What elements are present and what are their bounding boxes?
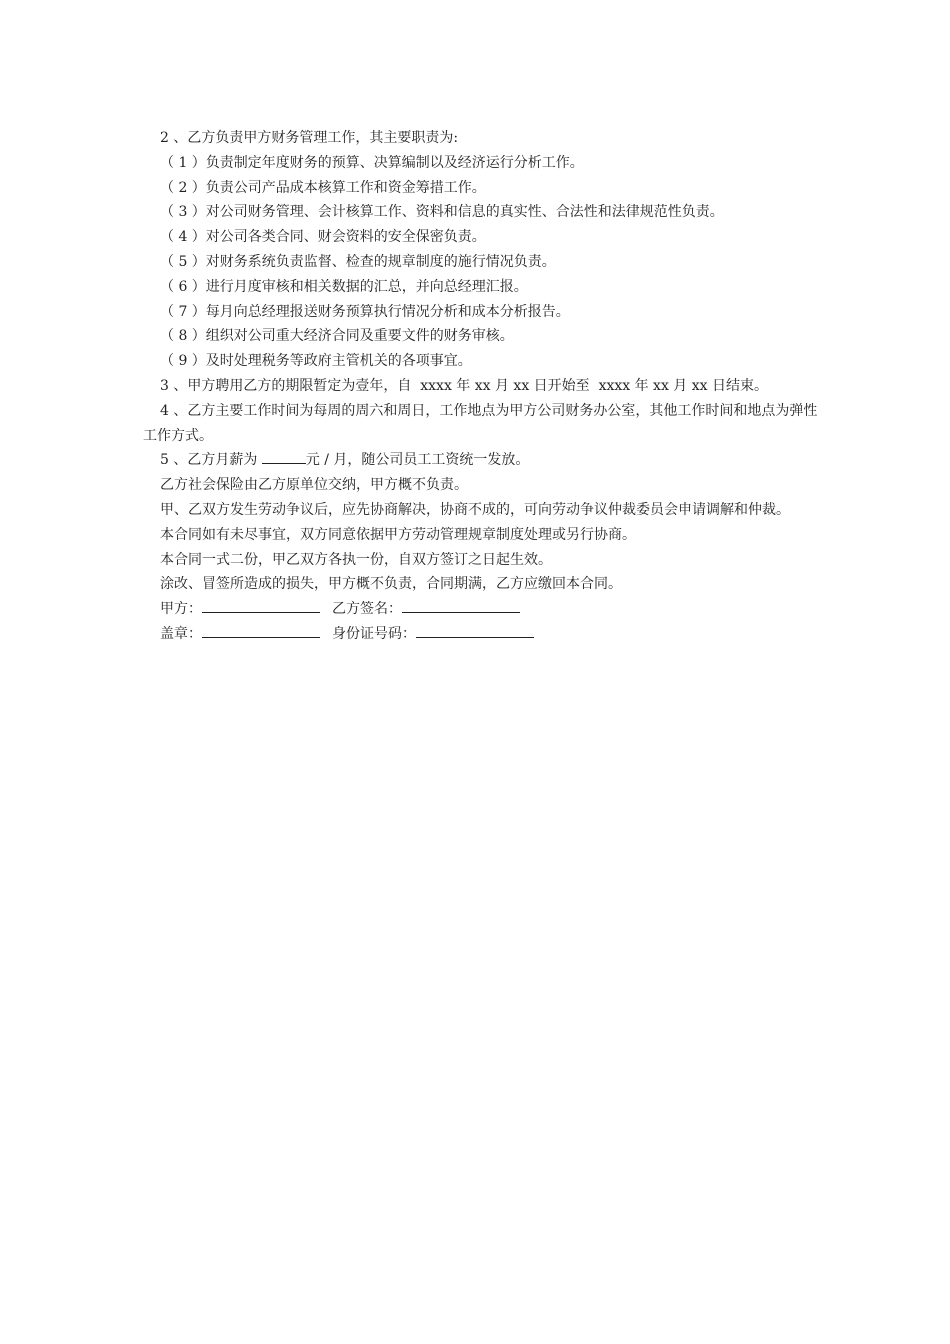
duty-item-1: （ 1 ）负责制定年度财务的预算、决算编制以及经济运行分析工作。 bbox=[160, 154, 584, 171]
seal-blank[interactable] bbox=[202, 622, 320, 638]
duty-item-2: （ 2 ）负责公司产品成本核算工作和资金筹措工作。 bbox=[160, 179, 486, 196]
salary-suffix: 元 / 月，随公司员工工资统一发放。 bbox=[305, 452, 530, 469]
duty-item-8: （ 8 ）组织对公司重大经济合同及重要文件的财务审核。 bbox=[160, 328, 514, 345]
unresolved-matters-clause: 本合同如有未尽事宜，双方同意依据甲方劳动管理规章制度处理或另行协商。 bbox=[160, 526, 636, 543]
dispute-clause: 甲、乙双方发生劳动争议后，应先协商解决，协商不成的，可向劳动争议仲裁委员会申请调解和仲裁。 bbox=[160, 501, 790, 518]
alteration-clause: 涂改、冒签所造成的损失，甲方概不负责，合同期满，乙方应缴回本合同。 bbox=[160, 576, 622, 593]
duty-item-3: （ 3 ）对公司财务管理、会计核算工作、资料和信息的真实性、合法性和法律规范性负责。 bbox=[160, 204, 724, 221]
party-a-blank[interactable] bbox=[202, 597, 320, 613]
clause-5-salary bbox=[143, 448, 823, 473]
clause-2-title: 2 、乙方负责甲方财务管理工作，其主要职责为: bbox=[160, 130, 459, 146]
salary-prefix: 5 、乙方月薪为 bbox=[160, 452, 262, 469]
seal-label: 盖章： bbox=[160, 625, 202, 642]
clause-3-term: 3 、甲方聘用乙方的期限暂定为壹年，自 xxxx 年 xx 月 xx 日开始至 xxxx 年 xx 月 xx 日结束。 bbox=[160, 377, 768, 394]
social-insurance-clause: 乙方社会保险由乙方原单位交纳，甲方概不负责。 bbox=[160, 477, 468, 494]
party-b-sign-blank[interactable] bbox=[402, 597, 520, 613]
party-a-label: 甲方： bbox=[160, 601, 202, 618]
duty-item-9: （ 9 ）及时处理税务等政府主管机关的各项事宜。 bbox=[160, 353, 472, 370]
contract-body bbox=[143, 126, 823, 647]
signature-row-1 bbox=[143, 597, 823, 622]
duty-item-7: （ 7 ）每月向总经理报送财务预算执行情况分析和成本分析报告。 bbox=[160, 303, 570, 320]
duty-item-6: （ 6 ）进行月度审核和相关数据的汇总，并向总经理汇报。 bbox=[160, 278, 528, 295]
duty-item-5: （ 5 ）对财务系统负责监督、检查的规章制度的施行情况负责。 bbox=[160, 253, 556, 270]
id-number-blank[interactable] bbox=[416, 622, 534, 638]
party-b-sign-label: 乙方签名： bbox=[332, 601, 402, 618]
copies-clause: 本合同一式二份，甲乙双方各执一份，自双方签订之日起生效。 bbox=[160, 551, 552, 568]
salary-amount-blank[interactable] bbox=[262, 448, 306, 464]
duty-item-4: （ 4 ）对公司各类合同、财会资料的安全保密负责。 bbox=[160, 229, 486, 246]
signature-row-2 bbox=[143, 622, 823, 647]
clause-4-working-time: 4 、乙方主要工作时间为每周的周六和周日，工作地点为甲方公司财务办公室，其他工作时间和地点为弹性工作方式。 bbox=[143, 402, 818, 444]
id-number-label: 身份证号码： bbox=[332, 625, 416, 642]
